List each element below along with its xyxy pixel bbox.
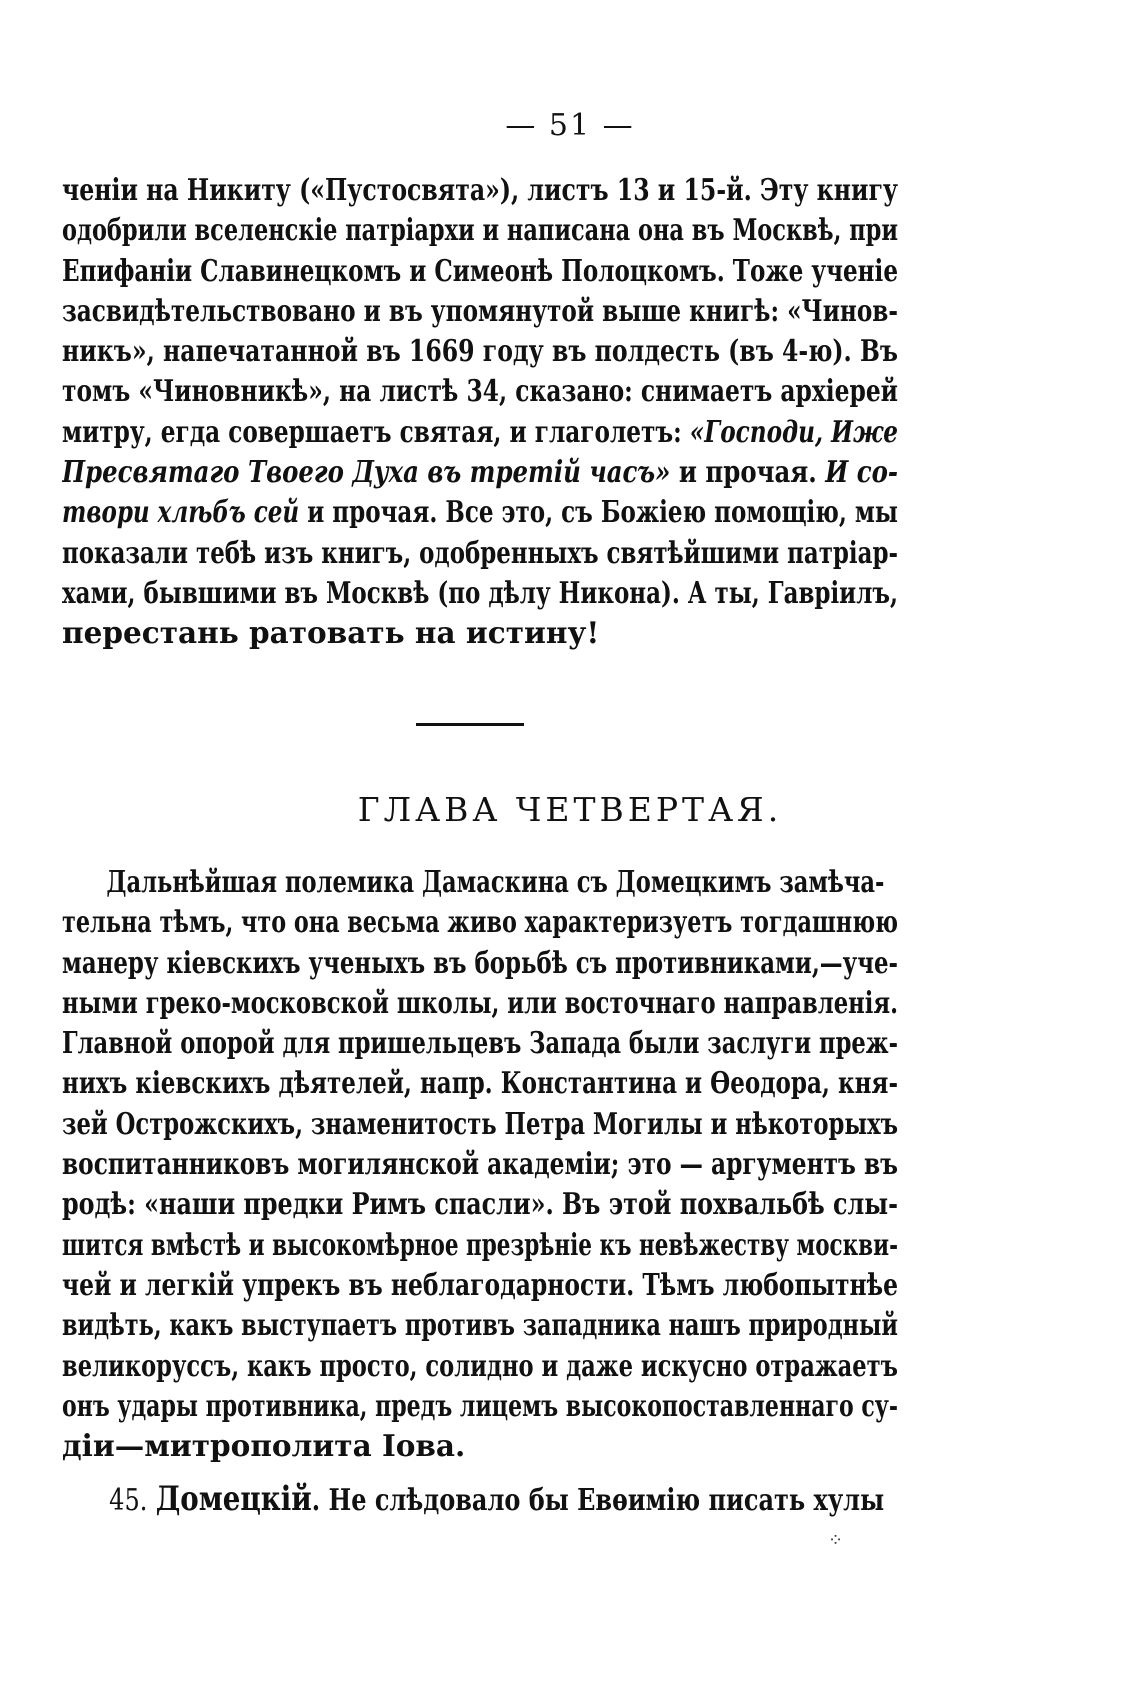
chapter-heading: ГЛАВА ЧЕТВЕРТАЯ.	[357, 790, 783, 829]
printer-mark: ⁘	[828, 1530, 844, 1551]
italic-text: твори хлѣбъ сей	[62, 494, 300, 530]
text-line	[62, 1225, 898, 1265]
text-line	[62, 862, 942, 902]
text-segment: и прочая. Все это, съ Божіею помощію, мы	[299, 494, 898, 530]
text-segment: ченіи на Никиту («Пустосвята»), листъ 13 и 15-й. Эту книгу	[62, 172, 898, 207]
text-segment: одобрили вселенскіе патріархи и написана она въ Москвѣ, при	[62, 212, 898, 248]
section-number: 45.	[109, 1483, 148, 1517]
text-line	[62, 1144, 898, 1184]
text-line	[62, 291, 898, 331]
section-divider	[416, 723, 524, 726]
paragraph-3	[62, 1479, 898, 1519]
italic-text: «Господи, Иже	[689, 413, 898, 449]
text-segment: шится вмѣстѣ и высокомѣрное презрѣніе къ невѣжеству москви-	[62, 1226, 898, 1262]
text-segment: и прочая.	[670, 454, 826, 490]
text-line	[62, 943, 898, 983]
text-segment: онъ удары противника, предъ лицемъ высокопоставленнаго су-	[62, 1387, 898, 1423]
text-segment: никъ», напечатанной въ 1669 году въ полдесть (въ 4-ю). Въ	[62, 333, 898, 369]
text-segment: митру, егда совершаетъ святая, и глаголетъ:	[62, 413, 690, 449]
text-line	[62, 983, 898, 1023]
text-line	[62, 1265, 898, 1305]
text-segment: нихъ кіевскихъ дѣятелей, напр. Константина и Ѳеодора, кня-	[62, 1065, 899, 1101]
page-number: — 51 —	[505, 108, 635, 143]
text-line	[62, 902, 898, 942]
text-segment: Дальнѣйшая полемика Дамаскина съ Домецкимъ замѣча-	[106, 864, 885, 899]
text-segment: видѣть, какъ выступаетъ противъ западника нашъ природный	[62, 1307, 898, 1343]
text-line	[62, 210, 898, 250]
text-line	[62, 251, 898, 291]
text-line	[62, 1305, 898, 1345]
text-segment: томъ «Чиновникѣ», на листѣ 34, сказано: снимаетъ архіерей	[62, 373, 898, 409]
paragraph-2	[62, 862, 898, 1466]
text-line	[62, 1104, 898, 1144]
text-line	[62, 1346, 898, 1386]
text-line	[62, 1023, 898, 1063]
text-line	[62, 533, 898, 573]
text-segment: діи—митрополита Іова.	[62, 1428, 466, 1464]
text-segment: великоруссъ, какъ просто, солидно и даже искусно отражаетъ	[62, 1347, 898, 1383]
text-segment: Епифаніи Славинецкомъ и Симеонѣ Полоцкомъ. Тоже ученіе	[62, 252, 898, 288]
text-line	[62, 1426, 898, 1466]
text-segment: показали тебѣ изъ книгъ, одобренныхъ святѣйшими патріар-	[62, 534, 898, 570]
paragraph-3-line	[62, 1479, 945, 1519]
text-segment: зей Острожскихъ, знаменитость Петра Могилы и нѣкоторыхъ	[62, 1105, 898, 1141]
text-line	[62, 1386, 898, 1426]
paragraph-1	[62, 170, 898, 654]
text-segment: родѣ: «наши предки Римъ спасли». Въ этой похвальбѣ слы-	[62, 1186, 898, 1222]
italic-text: Пресвятаго Твоего Духа въ третій часъ»	[62, 454, 671, 490]
text-segment: Главной опорой для пришельцевъ Запада были заслуги преж-	[62, 1025, 898, 1061]
text-line	[62, 412, 898, 452]
text-segment: перестань ратовать на истину!	[62, 615, 600, 651]
text-segment: засвидѣтельствовано и въ упомянутой выше книгѣ: «Чинов-	[62, 292, 898, 328]
text-segment: тельна тѣмъ, что она весьма живо характеризуетъ тогдашнюю	[62, 904, 898, 940]
paragraph-3-text: . Не слѣдовало бы Евѳимію писать хулы	[311, 1482, 885, 1517]
text-line	[62, 170, 898, 210]
speaker-name: Домецкій	[155, 1479, 312, 1519]
text-line	[62, 1063, 898, 1103]
text-line	[62, 331, 898, 371]
text-line	[62, 613, 898, 653]
italic-text: И со-	[825, 454, 898, 490]
text-line	[62, 1184, 898, 1224]
text-segment: хами, бывшими въ Москвѣ (по дѣлу Никона). А ты, Гавріилъ,	[62, 574, 898, 610]
text-segment: воспитанниковъ могилянской академіи; это — аргументъ въ	[62, 1146, 898, 1182]
text-line	[62, 573, 898, 613]
text-segment: ными греко-московской школы, или восточнаго направленія.	[62, 984, 898, 1020]
text-segment: чей и легкій упрекъ въ неблагодарности. Тѣмъ любопытнѣе	[62, 1266, 898, 1302]
text-line	[62, 371, 898, 411]
text-line	[62, 492, 898, 532]
text-segment: манеру кіевскихъ ученыхъ въ борьбѣ съ противниками,—уче-	[62, 944, 898, 980]
text-line	[62, 452, 898, 492]
